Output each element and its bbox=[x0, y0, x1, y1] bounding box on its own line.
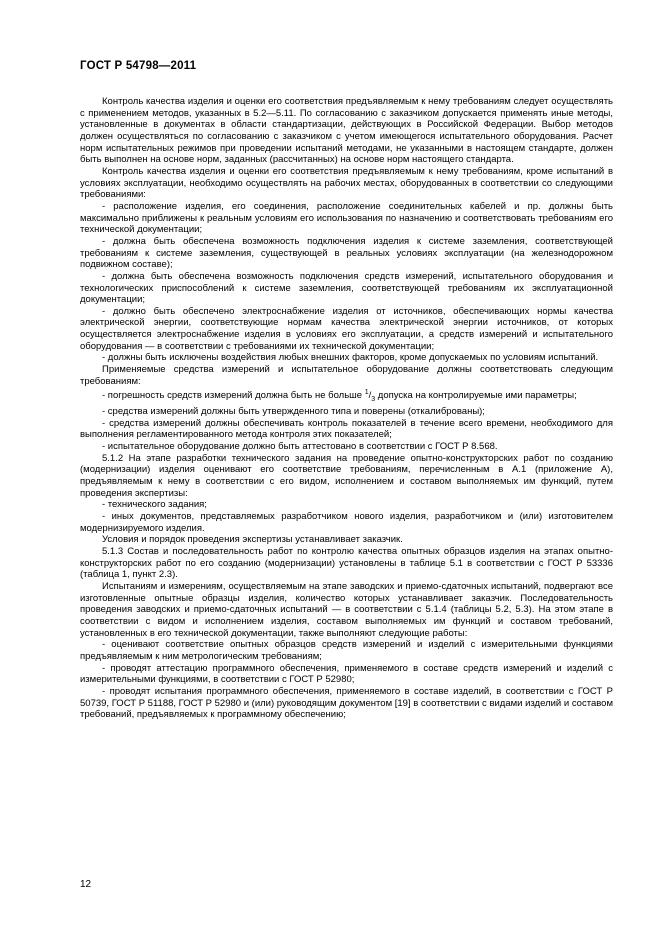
list-item: - испытательное оборудование должно быть аттестовано в соответствии с ГОСТ Р 8.568. bbox=[102, 441, 498, 453]
list-item: - расположение изделия, его соединения, расположение соединительных кабелей и пр. должны быть максимально приближены к реальным условиям его использования по назначению и соответствовать требованиям его технической документации; bbox=[80, 200, 613, 236]
list-item: - проводят аттестацию программного обеспечения, применяемого в составе средств измерений и изделий с измерительными функциями, в соответствии с ГОСТ Р 52980; bbox=[80, 662, 613, 686]
list-item: - оценивают соответствие опытных образцов средств измерений и изделий с измерительными функциями предъявляемым к ним метрологическим требованиям; bbox=[80, 639, 613, 662]
document-header: ГОСТ Р 54798—2011 bbox=[80, 60, 197, 72]
paragraph: Контроль качества изделия и оценки его соответствия предъявляемым к нему требованиям, кроме испытаний в условиях эксплуатации, необходимо осуществлять на рабочих местах, оборудованных в соответствии со следующими требованиями: bbox=[80, 165, 613, 201]
list-item-fraction bbox=[80, 387, 613, 406]
paragraph: Контроль качества изделия и оценки его соответствия предъявляемым к нему требованиям следует осуществлять с применением методов, указанных в 5.2—5.11. По согласованию с заказчиком допускается применять иные методы, установленные в документах в области стандартизации, действующих в Российской Федерации. Выбор методов должен осуществляться по согласованию с заказчиком с учетом имеющегося испытательного оборудования. Расчет норм испытательных режимов при проведении испытаний методами, не указанными в настоящем стандарте, должен быть выполнен на основе норм, заданных (рассчитанных) на основе норм настоящего стандарта. bbox=[80, 96, 613, 166]
paragraph: Испытаниям и измерениям, осуществляемым на этапе заводских и приемо-сдаточных испытаний, подвергают все изготовленные опытные образцы изделия, количество которых устанавливает заказчик. Последовательность проведения заводских и приемо-сдаточных испытаний — в соответствии с 5.1.4 (таблицы 5.2, 5.3). На этом этапе в соответствии с видом и исполнением изделия, составом выполняемых им функций и составом требований, установленных в его технической документации, также выполняют следующие работы: bbox=[80, 580, 613, 639]
fraction-text-before: - погрешность средств измерений должна быть не больше bbox=[102, 390, 365, 402]
fraction-text-after: допуска на контролируемые ими параметры; bbox=[375, 390, 577, 402]
fraction-slash: / bbox=[368, 390, 372, 402]
list-item: - средства измерений должны быть утвержденного типа и поверены (откалиброваны); bbox=[102, 406, 485, 418]
list-item: - технического задания; bbox=[102, 499, 207, 511]
page-number: 12 bbox=[80, 879, 92, 890]
list-item: - должна быть обеспечена возможность подключения изделия к системе заземления, соответствующей требованиям к системе заземления, существующей в реальных условиях эксплуатации (на железнодорожном подвижном составе); bbox=[80, 235, 613, 271]
paragraph: Условия и порядок проведения экспертизы устанавливает заказчик. bbox=[102, 534, 403, 546]
paragraph: 5.1.3 Состав и последовательность работ по контролю качества опытных образцов изделия на этапах опытно-конструкторских работ по его созданию (модернизации) установлены в таблице 5.1 в соответствии с ГОСТ Р 53336 (таблица 1, пункт 2.3). bbox=[80, 545, 613, 581]
paragraph: Применяемые средства измерений и испытательное оборудование должны соответствовать следующим требованиям: bbox=[80, 364, 613, 387]
fraction-denominator: 3 bbox=[371, 396, 376, 404]
list-item: - должна быть обеспечена возможность подключения средств измерений, испытательного оборудования и технологических приспособлений к системе заземления, соответствующей требованиям их эксплуатационной документации; bbox=[80, 270, 613, 306]
paragraph: 5.1.2 На этапе разработки технического задания на проведение опытно-конструкторских работ по созданию (модернизации) изделия оценивают его соответствие требованиям, перечисленным в А.1 (приложение А), предъявляемым к нему в соответствии с его видом, исполнением и составом выполняемых им функций, путем проведения экспертизы: bbox=[80, 452, 613, 499]
list-item: - проводят испытания программного обеспечения, применяемого в составе изделий, в соответствии с ГОСТ Р 50739, ГОСТ Р 51188, ГОСТ Р 52980 и (или) руководящим документом [19] в соответствии с видами изделий и составом требований, предъявляемых к программному обеспечению; bbox=[80, 685, 613, 721]
list-item: - должно быть обеспечено электроснабжение изделия от источников, обеспечивающих нормы качества электрической энергии, соответствующие нормам качества электрической энергии источников, от которых осуществляется электроснабжение изделия в условиях его эксплуатации, а средств измерений и испытательного оборудования — в соответствии с требованиями их технической документации; bbox=[80, 305, 613, 352]
list-item: - должны быть исключены воздействия любых внешних факторов, кроме допускаемых по условиям испытаний. bbox=[102, 352, 599, 364]
fraction-numerator: 1 bbox=[364, 389, 369, 397]
document-body bbox=[80, 96, 613, 721]
list-item: - иных документов, представляемых разработчиком нового изделия, разработчиком и (или) изготовителем модернизируемого изделия. bbox=[80, 511, 613, 534]
list-item: - средства измерений должны обеспечивать контроль показателей в течение всего времени, необходимого для выполнения регламентированного метода контроля этих показателей; bbox=[80, 417, 613, 441]
